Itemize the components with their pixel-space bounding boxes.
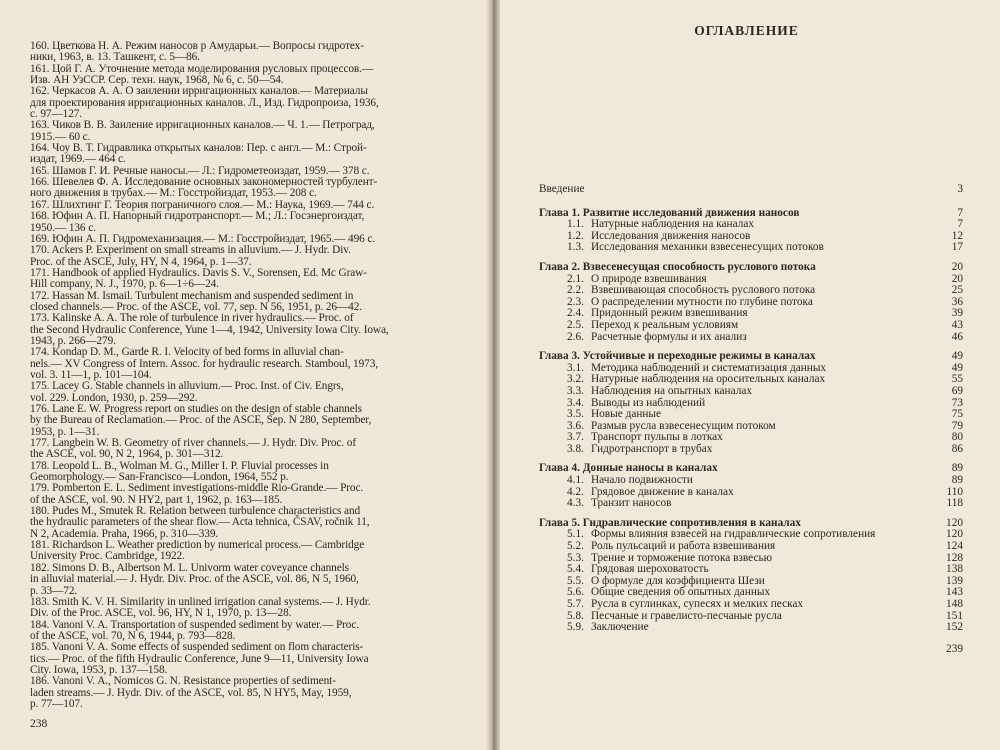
toc-end-page: 239 bbox=[946, 642, 963, 655]
reference-item: 176. Lane E. W. Progress report on studies on the design of stable channels by the Bureau of Reclamation.— Proc. of the ASCE, Sep. N 280, September, 1953, p. 1—31. bbox=[30, 403, 372, 438]
toc-section bbox=[539, 444, 963, 456]
toc-section-number: 5.1. bbox=[567, 528, 584, 541]
toc-section-page: 80 bbox=[951, 431, 963, 444]
toc-section-page: 120 bbox=[946, 528, 963, 541]
reference-item: 169. Юфин А. П. Гидромеханизация.— М.: Госстройиздат, 1965.— 496 с. bbox=[30, 232, 376, 245]
reference-item: 166. Шевелев Ф. А. Исследование основных закономерностей турбулент- ного движения в трубах.— М.: Госстройиздат, 1953.— 208 с. bbox=[30, 176, 378, 200]
toc-section bbox=[539, 242, 963, 254]
reference-item: 162. Черкасов А. А. О заилении ирригационных каналов.— Материалы для проектирования ирригационных каналов. Л., Изд. Гидропроиза, 1936, с. 97—127. bbox=[30, 85, 379, 121]
toc-section-page: 139 bbox=[946, 574, 963, 587]
toc-section-number: 5.4. bbox=[567, 563, 584, 576]
toc-section bbox=[539, 332, 963, 344]
reference-item: 180. Pudes M., Smutek R. Relation between turbulence characteristics and the hydraulic parameters of the shear flow.— Acta tehnica, ČSAV, ročnik 11, N 2, Academia. Praha, 1966, p. 310—339. bbox=[30, 505, 370, 540]
toc-section-page: 152 bbox=[946, 621, 963, 634]
toc-section-number: 5.7. bbox=[567, 598, 584, 610]
reference-item: 175. Lacey G. Stable channels in alluvium.— Proc. Inst. of Civ. Engrs, vol. 229. London, 1930, p. 259—292. bbox=[30, 380, 344, 404]
toc-section-title: Переход к реальным условиям bbox=[591, 318, 739, 331]
toc-section-title: Грядовая шероховатость bbox=[591, 563, 709, 576]
toc-section-page: 12 bbox=[951, 229, 963, 242]
reference-item: 177. Langbein W. B. Geometry of river channels.— J. Hydr. Div. Proc. of the ASCE, vol. 90, N 2, 1964, p. 301—312. bbox=[30, 437, 356, 461]
toc-section-page: 25 bbox=[951, 284, 963, 297]
toc-section-number: 5.2. bbox=[567, 540, 584, 553]
toc-section-title: Натурные наблюдения на каналах bbox=[591, 218, 755, 231]
toc-section bbox=[539, 622, 963, 634]
toc-section-number: 2.1. bbox=[567, 272, 584, 285]
toc-section-title: Роль пульсаций и работа взвешивания bbox=[591, 540, 776, 553]
toc-section-title: О природе взвешивания bbox=[591, 272, 707, 285]
reference-item: 182. Simons D. B., Albertson M. L. Univorm water coveyance channels in alluvial material.— J. Hydr. Div. Proc. of the ASCE, vol. 86, N 5, 1960, p. 33—72. bbox=[30, 561, 359, 597]
toc-section-number: 2.2. bbox=[567, 284, 584, 297]
toc-section-page: 39 bbox=[951, 307, 963, 320]
toc-section-page: 118 bbox=[946, 497, 963, 510]
reference-item: 170. Ackers P. Experiment on small streams in alluvium.— J. Hydr. Div. Proc. of the ASCE, July, HY, N 4, 1964, p. 1—37. bbox=[30, 244, 351, 268]
left-page bbox=[0, 0, 493, 750]
toc-section-title: Грядовое движение в каналах bbox=[591, 485, 734, 498]
reference-item: 179. Pomberton E. L. Sediment investigations-middle Rio-Grande.— Proc. of the ASCE, vol. 90. N HY2, part 1, 1962, p. 163—185. bbox=[30, 482, 364, 506]
toc-section-page: 79 bbox=[951, 419, 963, 432]
toc-chapters bbox=[539, 208, 963, 634]
toc-section-page: 55 bbox=[951, 373, 963, 386]
reference-item: 183. Smith K. V. H. Similarity in unlined irrigation canal systems.— J. Hydr. Div. of the Proc. ASCE, vol. 96, HY, N 1, 1970, p. 13—28. bbox=[30, 595, 371, 620]
reference-item: 173. Kalinske A. A. The role of turbulence in river hydraulics.— Proc. of the Second Hydraulic Conference, Yune 1—4, 1942, University Iowa City. Iowa, 1943, p. 266—279. bbox=[30, 312, 389, 347]
reference-item: 181. Richardson L. Weather prediction by numerical process.— Cambridge University Proc. Cambridge, 1922. bbox=[30, 539, 365, 563]
toc-section-page: 75 bbox=[951, 408, 963, 421]
toc-section-title: Взвешивающая способность руслового потока bbox=[591, 284, 816, 297]
reference-item: 161. Цой Г. А. Уточнение метода моделирования русловых процессов.— Изв. АН УзССР. Сер. техн. наук, 1968, № 6, с. 50—54. bbox=[30, 62, 374, 87]
toc-intro bbox=[539, 184, 963, 196]
toc-section-page: 151 bbox=[946, 609, 963, 622]
toc-chapter-page: 49 bbox=[951, 350, 963, 363]
reference-item: 172. Hassan M. Ismail. Turbulent mechanism and suspended sediment in closed channels.— Proc. of the ASCE, vol. 77, sep. N 56, 1951, p. 26—42. bbox=[30, 289, 362, 313]
toc-section-number: 5.3. bbox=[567, 551, 584, 564]
reference-item: 163. Чиков В. В. Заиление ирригационных каналов.— Ч. 1.— Петроград, 1915.— 60 с. bbox=[30, 119, 375, 143]
toc-section-title: Новые данные bbox=[591, 408, 662, 421]
toc-section-title: Формы влияния взвесей на гидравлические сопротивления bbox=[591, 528, 876, 541]
toc-section-page: 73 bbox=[951, 396, 963, 409]
reference-item: 186. Vanoni V. A., Nomicos G. N. Resistance properties of sediment- laden streams.— J. Hydr. Div. of the ASCE, vol. 85, N HY5, May, 1959, p. 77—107. bbox=[30, 675, 352, 710]
toc-section-page: 46 bbox=[951, 330, 963, 343]
toc-section-title: Гидротранспорт в трубах bbox=[591, 442, 713, 455]
toc-section-number: 1.3. bbox=[567, 241, 584, 254]
toc-section-number: 4.1. bbox=[567, 474, 584, 487]
toc-chapter-page: 120 bbox=[946, 516, 963, 529]
toc-section-number: 3.8. bbox=[567, 442, 584, 455]
toc-intro-title: Введение bbox=[539, 183, 585, 195]
toc-section-page: 69 bbox=[951, 384, 963, 397]
toc-section-number: 5.5. bbox=[567, 574, 584, 587]
toc-section-number: 2.3. bbox=[567, 295, 584, 308]
toc-title: ОГЛАВЛЕНИЕ bbox=[694, 23, 799, 38]
toc-section-number: 2.5. bbox=[567, 318, 584, 331]
toc-section-page: 89 bbox=[951, 474, 963, 487]
toc-section-number: 1.1. bbox=[567, 218, 584, 231]
toc-section-page: 86 bbox=[951, 442, 963, 455]
toc-section-page: 36 bbox=[951, 295, 963, 308]
toc-section-title: Общие сведения об опытных данных bbox=[591, 586, 771, 599]
toc-section-number: 3.5. bbox=[567, 408, 584, 421]
right-page bbox=[493, 0, 1000, 750]
toc-section-number: 3.3. bbox=[567, 384, 584, 397]
toc-chapter-title: Глава 1. Развитие исследований движения наносов bbox=[539, 206, 800, 219]
toc-section-number: 2.4. bbox=[567, 307, 584, 320]
reference-item: 164. Чоу В. Т. Гидравлика открытых каналов: Пер. с англ.— М.: Строй- издат, 1969.— 464 с. bbox=[30, 142, 367, 166]
toc-section-page: 124 bbox=[946, 540, 963, 553]
toc-chapter-page: 7 bbox=[957, 206, 963, 219]
toc-chapter-title: Глава 5. Гидравлические сопротивления в каналах bbox=[539, 516, 801, 529]
toc-section-number: 3.2. bbox=[567, 373, 584, 386]
toc-chapter-title: Глава 4. Донные наносы в каналах bbox=[539, 462, 718, 475]
toc-chapter-title: Глава 3. Устойчивые и переходные режимы в каналах bbox=[539, 350, 816, 363]
toc-section-page: 148 bbox=[946, 598, 963, 610]
toc-section-number: 3.4. bbox=[567, 396, 584, 409]
toc-section-title: Придонный режим взвешивания bbox=[591, 307, 748, 320]
reference-list bbox=[30, 41, 450, 710]
toc-section-page: 20 bbox=[951, 272, 963, 285]
toc-section-page: 138 bbox=[946, 563, 963, 576]
left-page-number: 238 bbox=[30, 718, 48, 730]
toc-section-page: 110 bbox=[946, 485, 963, 498]
toc-section-page: 128 bbox=[946, 551, 963, 564]
toc-section-title: Трение и торможение потока взвесью bbox=[591, 551, 773, 564]
reference-item: 174. Kondap D. M., Garde R. I. Velocity of bed forms in alluvial chan- nels.— XV Congress of Intern. Assoc. for hydraulic research. Stamboul, 1973, vol. 3. 11—1, p. 101—104. bbox=[30, 346, 378, 381]
toc-section-number: 3.1. bbox=[567, 361, 584, 374]
toc-section-number: 3.7. bbox=[567, 431, 584, 444]
reference-item: 171. Handbook of applied Hydraulics. Davis S. V., Sorensen, Ed. Mc Graw- Hill company, N. J., 1970, p. 6—1÷6—24. bbox=[30, 266, 367, 291]
reference-item: 184. Vanoni V. A. Transportation of suspended sediment by water.— Proc. of the ASCE, vol. 70, N 6, 1944, p. 793—828. bbox=[30, 618, 359, 642]
toc-section-page: 143 bbox=[946, 586, 963, 599]
book-gutter bbox=[486, 0, 500, 750]
toc-section-title: Заключение bbox=[591, 621, 649, 634]
toc-section-page: 49 bbox=[951, 361, 963, 374]
toc-section-page: 17 bbox=[951, 241, 963, 254]
toc-section-number: 3.6. bbox=[567, 419, 584, 432]
toc-end bbox=[539, 644, 963, 656]
toc-section-number: 5.6. bbox=[567, 586, 584, 599]
toc-section-number: 5.9. bbox=[567, 621, 584, 634]
toc-section-title: Русла в суглинках, супесях и мелких песках bbox=[591, 598, 804, 610]
toc-section-page: 7 bbox=[957, 218, 963, 231]
table-of-contents bbox=[539, 184, 963, 655]
toc-section-number: 1.2. bbox=[567, 229, 584, 242]
reference-item: 165. Шамов Г. И. Речные наносы.— Л.: Гидрометеоиздат, 1959.— 378 с. bbox=[30, 164, 370, 177]
toc-section-number: 5.8. bbox=[567, 609, 584, 622]
toc-section-title: Расчетные формулы и их анализ bbox=[591, 330, 747, 343]
toc-section-title: Наблюдения на опытных каналах bbox=[591, 384, 753, 397]
toc-section-number: 4.2. bbox=[567, 485, 584, 498]
toc-section-title: Транспорт пульпы в лотках bbox=[591, 431, 723, 444]
toc-section-title: Натурные наблюдения на оросительных каналах bbox=[591, 373, 826, 386]
toc-section-title: Размыв русла взвесенесущим потоком bbox=[591, 419, 776, 432]
toc-section-title: Транзит наносов bbox=[591, 497, 672, 510]
toc-section bbox=[539, 498, 963, 510]
toc-chapter-page: 89 bbox=[951, 462, 963, 475]
toc-section-title: Начало подвижности bbox=[591, 474, 693, 487]
toc-section-number: 4.3. bbox=[567, 497, 584, 510]
toc-intro-page: 3 bbox=[957, 183, 963, 195]
toc-section-title: О формуле для коэффициента Шези bbox=[591, 574, 765, 587]
toc-chapter-page: 20 bbox=[951, 260, 963, 273]
toc-section-title: О распределении мутности по глубине потока bbox=[591, 295, 813, 308]
reference-item: 168. Юфин А. П. Напорный гидротранспорт.— М.; Л.: Госэнергоиздат, 1950.— 136 с. bbox=[30, 210, 365, 234]
reference-item: 178. Leopold L. B., Wolman M. G., Miller I. P. Fluvial processes in Geomorphology.— San-Francisco—London, 1964, 552 p. bbox=[30, 459, 329, 484]
toc-section-number: 2.6. bbox=[567, 330, 584, 343]
reference-item: 185. Vanoni V. A. Some effects of suspended sediment on flom characteris- tics.— Proc. of the fifth Hydraulic Conference, June 9—11, University Iowa City. Iowa, 1953, p. 137—158. bbox=[30, 641, 369, 676]
toc-chapter-title: Глава 2. Взвесенесущая способность руслового потока bbox=[539, 260, 816, 273]
toc-section-page: 43 bbox=[951, 318, 963, 331]
toc-section-title: Методика наблюдений и систематизация данных bbox=[591, 361, 827, 374]
toc-section-title: Выводы из наблюдений bbox=[591, 396, 706, 409]
toc-section-title: Песчаные и гравелисто-песчаные русла bbox=[591, 609, 782, 622]
reference-item: 167. Шлихтинг Г. Теория пограничного слоя.— М.: Наука, 1969.— 744 с. bbox=[30, 198, 375, 211]
toc-section-title: Исследования движения наносов bbox=[591, 229, 751, 242]
toc-section-title: Исследования механики взвесенесущих потоков bbox=[591, 241, 824, 254]
reference-item: 160. Цветкова Н. А. Режим наносов р Амударьи.— Вопросы гидротех- ники, 1963, в. 13. Ташкент, с. 5—86. bbox=[30, 40, 364, 64]
